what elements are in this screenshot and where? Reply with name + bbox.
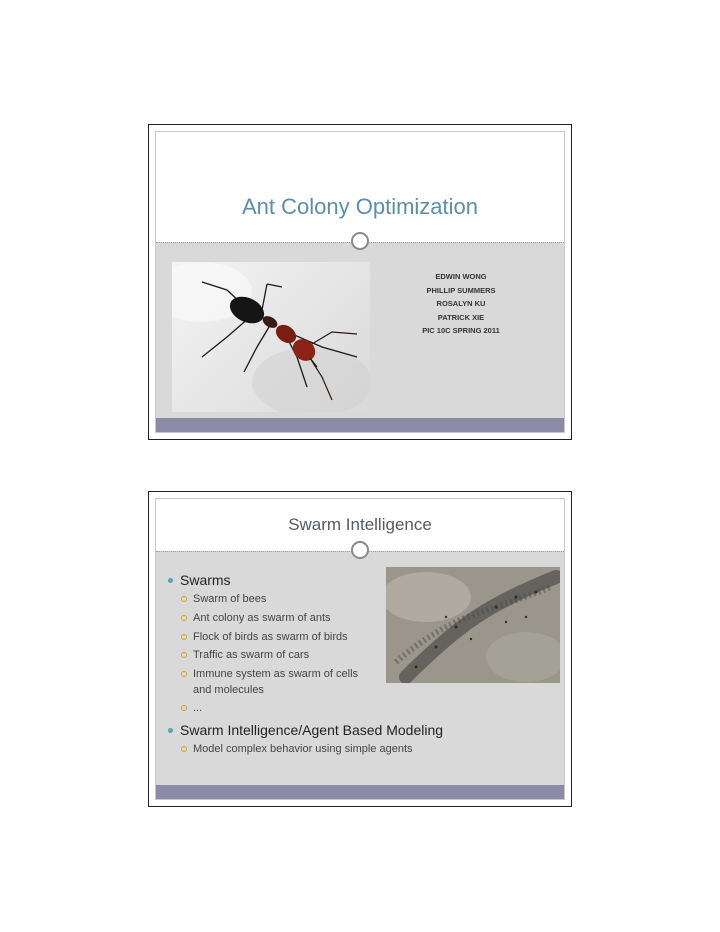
- sub-bullet-ring: [181, 671, 187, 677]
- sub-bullet-text-continued: and molecules: [193, 684, 264, 696]
- sub-bullet-text: Ant colony as swarm of ants: [193, 612, 331, 624]
- author-name: PATRICK XIE: [437, 312, 485, 322]
- course-label: PIC 10C SPRING 2011: [422, 326, 500, 335]
- divider-circle-ornament: [351, 541, 369, 559]
- sub-bullet-ring: [181, 746, 187, 752]
- bullet-swarm-intelligence: Swarm Intelligence/Agent Based Modeling: [180, 722, 444, 738]
- author-name: ROSALYN KU: [436, 299, 486, 308]
- slide-1-title-area: [156, 132, 564, 242]
- bullet-swarms: Swarms: [180, 572, 231, 588]
- slide-1-body: [156, 242, 564, 418]
- slide-1: [148, 124, 572, 440]
- slide-2-footer-bar: [156, 785, 564, 799]
- sub-bullet-ring: [181, 705, 187, 711]
- bullet-dot: [168, 578, 173, 583]
- slide-1-footer-bar: [156, 418, 564, 432]
- ant-swarm-photo: [386, 567, 560, 683]
- sub-bullet-ring: [181, 652, 187, 658]
- sub-bullet-ring: [181, 596, 187, 602]
- sub-bullet-text: Swarm of bees: [193, 593, 267, 605]
- ant-photo: [172, 262, 370, 412]
- bullet-dot: [168, 728, 173, 733]
- author-list: [386, 270, 536, 338]
- sub-bullet-text: ...: [193, 702, 203, 714]
- sub-bullet-ring: [181, 634, 187, 640]
- sub-bullet-text: Immune system as swarm of cells: [193, 668, 359, 680]
- author-name: PHILLIP SUMMERS: [426, 285, 496, 295]
- sub-bullet-text: Traffic as swarm of cars: [193, 649, 310, 661]
- author-name: EDWIN WONG: [435, 272, 487, 281]
- sub-bullet-ring: [181, 615, 187, 621]
- sub-bullet-text: Flock of birds as swarm of birds: [193, 631, 348, 643]
- sub-bullet-text: Model complex behavior using simple agents: [193, 743, 413, 755]
- slide-2: [148, 491, 572, 807]
- slide-2-title: Swarm Intelligence: [288, 515, 432, 534]
- divider-circle-ornament: [351, 232, 369, 250]
- slide-1-title: Ant Colony Optimization: [242, 194, 478, 219]
